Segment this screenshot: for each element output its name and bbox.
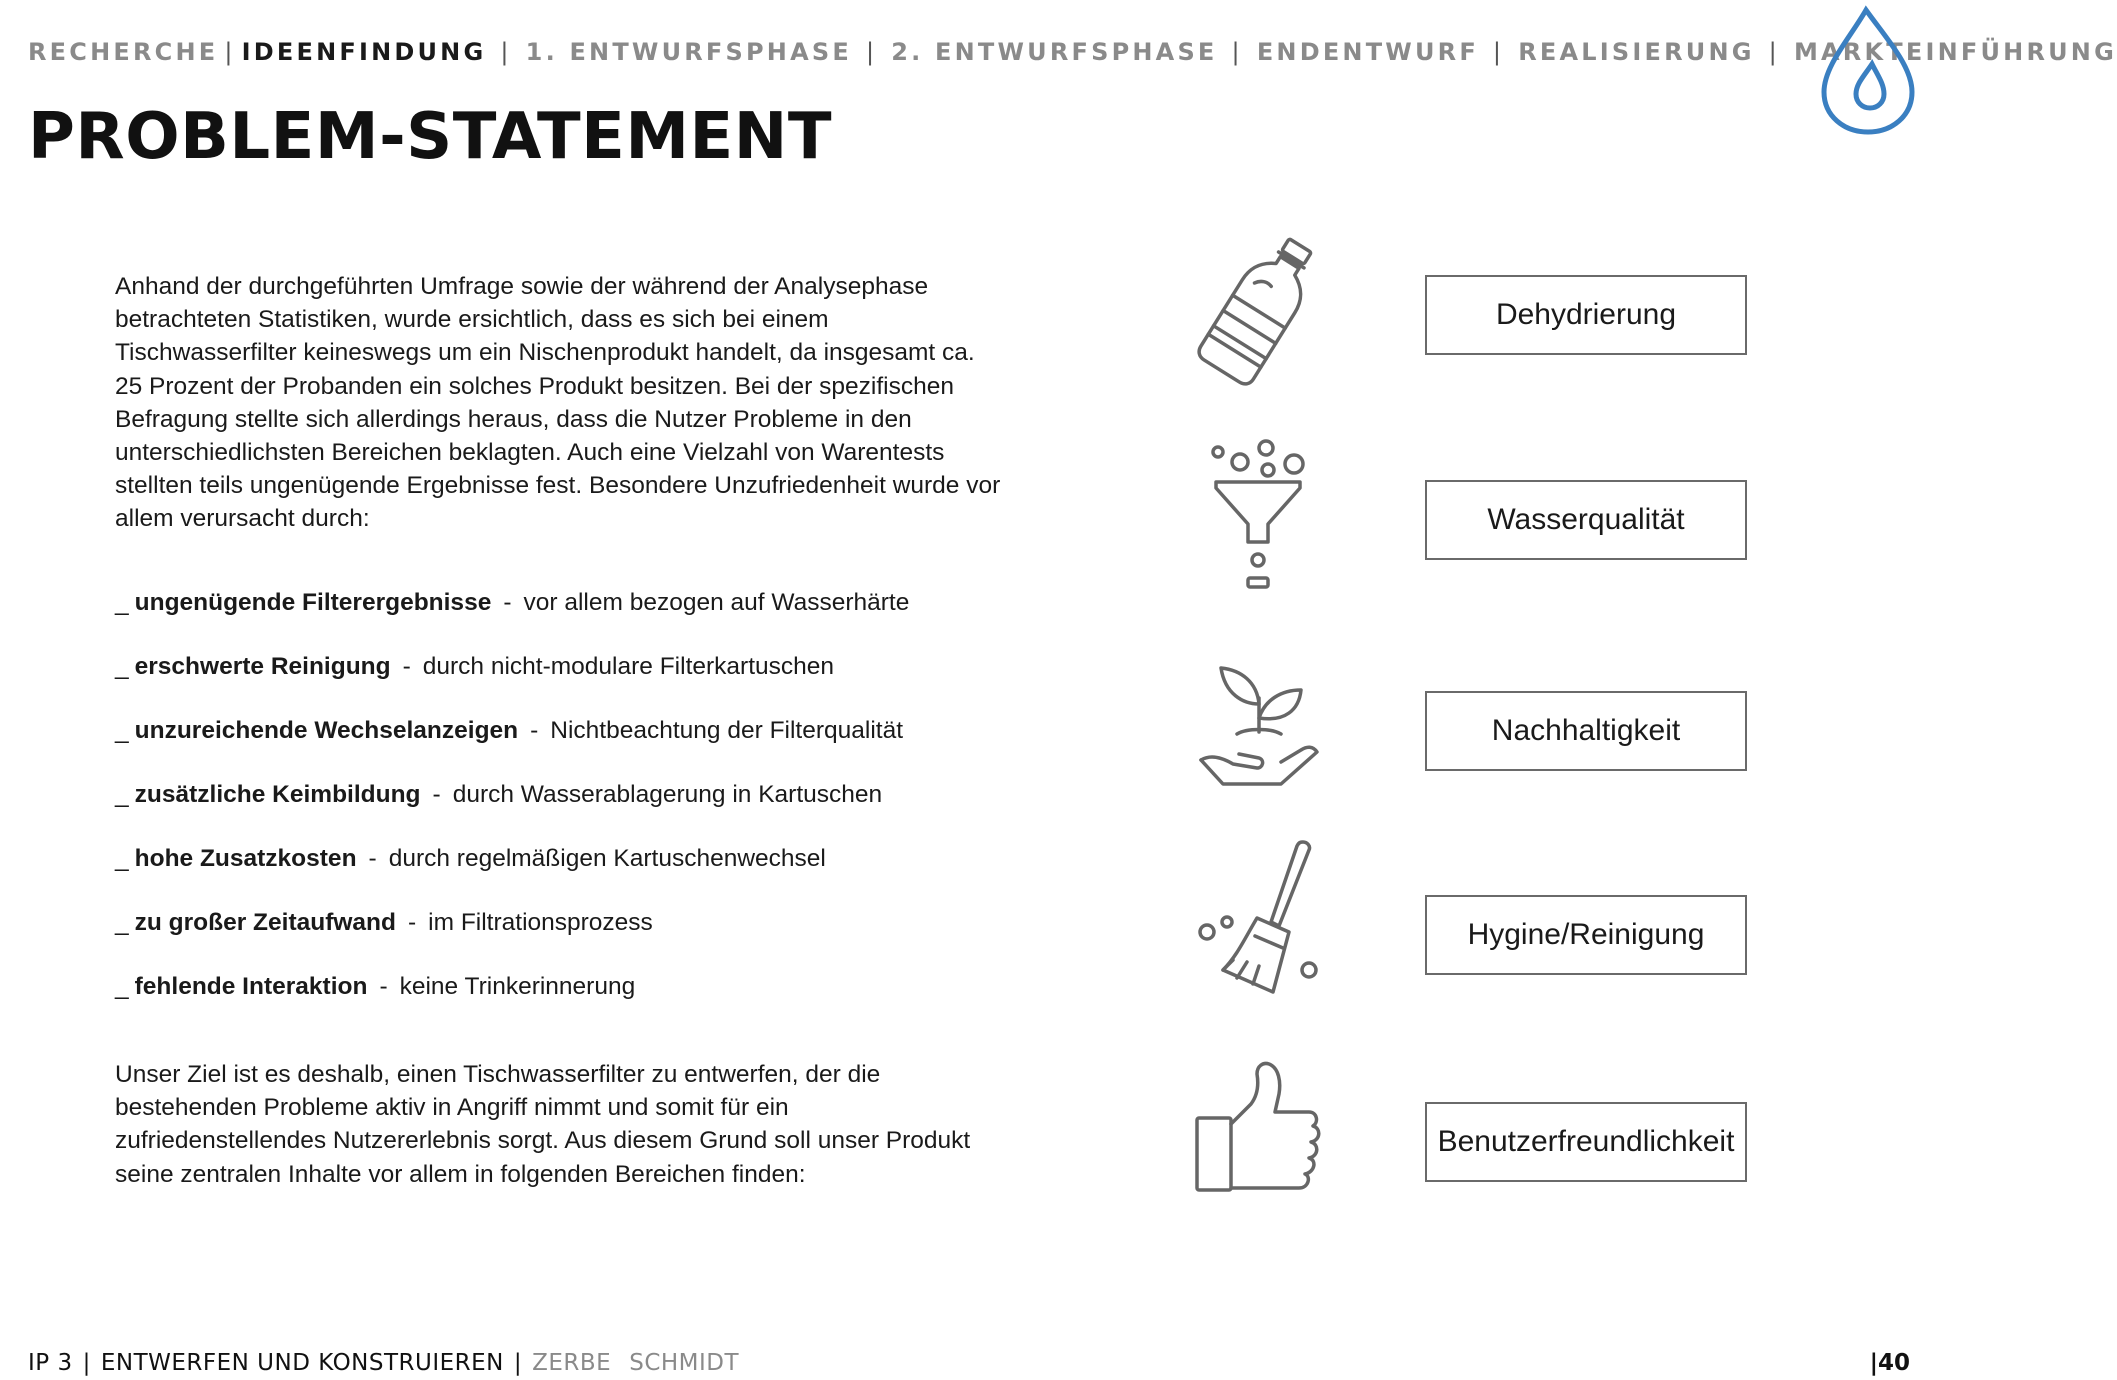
nav-separator: |	[1492, 38, 1505, 66]
nav-item-entwurfsphase-1[interactable]: 1. ENTWURFSPHASE	[525, 38, 852, 66]
phase-navigation	[28, 38, 2117, 66]
footer-course: IP 3	[28, 1350, 73, 1376]
nav-item-recherche[interactable]: RECHERCHE	[28, 38, 219, 66]
footer-separator: |	[82, 1350, 91, 1376]
category-box-dehydrierung: Dehydrierung	[1425, 275, 1747, 355]
thumbs-up-icon	[1193, 1060, 1323, 1195]
nav-separator: |	[500, 38, 512, 66]
page-number-separator: |	[1869, 1350, 1878, 1376]
category-box-wasserqualitaet: Wasserqualität	[1425, 480, 1747, 560]
nav-item-endentwurf[interactable]: ENDENTWURF	[1256, 38, 1479, 66]
nav-item-markteinfuehrung[interactable]: MARKTEINFÜHRUNG	[1793, 38, 2117, 66]
nav-separator: |	[865, 38, 878, 66]
list-item: _ ungenügende Filterergebnisse - vor allem bezogen auf Wasserhärte	[115, 589, 910, 616]
water-bottle-icon	[1195, 232, 1325, 387]
category-box-nachhaltigkeit: Nachhaltigkeit	[1425, 691, 1747, 771]
list-item: _ zusätzliche Keimbildung - durch Wasserablagerung in Kartuschen	[115, 781, 883, 808]
list-item: _ fehlende Interaktion - keine Trinkerinnerung	[115, 973, 636, 1000]
list-item: _ erschwerte Reinigung - durch nicht-modulare Filterkartuschen	[115, 653, 835, 680]
list-item: _ unzureichende Wechselanzeigen - Nichtbeachtung der Filterqualität	[115, 717, 904, 744]
category-box-hygiene: Hygine/Reinigung	[1425, 895, 1747, 975]
nav-item-ideenfindung[interactable]: IDEENFINDUNG	[241, 38, 487, 66]
problem-list	[115, 588, 909, 1036]
nav-item-realisierung[interactable]: REALISIERUNG	[1518, 38, 1755, 66]
nav-item-entwurfsphase-2[interactable]: 2. ENTWURFSPHASE	[891, 38, 1218, 66]
page-title: PROBLEM-STATEMENT	[28, 100, 832, 174]
footer-author: ZERBE	[532, 1350, 612, 1376]
broom-icon	[1193, 838, 1323, 998]
water-drop-icon	[1820, 4, 1916, 134]
footer-separator: |	[513, 1350, 523, 1376]
footer-meta	[28, 1350, 739, 1380]
nav-separator: |	[1768, 38, 1780, 66]
footer-module: ENTWERFEN UND KONSTRUIEREN	[100, 1350, 504, 1376]
intro-paragraph: Anhand der durchgeführten Umfrage sowie der während der Analysephase betrachteten Statistiken, wurde ersichtlich, dass es sich bei einem Tischwasserfilter keineswegs um ein Nischenprodukt handelt, da insgesamt ca. 25 Prozent der Probanden ein solches Produkt besitzen. Bei der spezifischen Befragung stellte sich allerdings heraus, dass die Nutzer Probleme in den unterschiedlichsten Bereichen beklagten. Auch eine Vielzahl von Warentests stellten teils ungenügende Ergebnisse fest. Besondere Unzufriedenheit wurde vor allem verursacht durch:	[115, 273, 1001, 533]
funnel-filter-icon	[1208, 438, 1308, 593]
page-number	[1870, 1350, 1910, 1376]
goal-paragraph: Unser Ziel ist es deshalb, einen Tischwasserfilter zu entwerfen, der die bestehenden Probleme aktiv in Angriff nimmt und somit für ein zufriedenstellendes Nutzererlebnis sorgt. Aus diesem Grund soll unser Produkt seine zentralen Inhalte vor allem in folgenden Bereichen finden:	[115, 1061, 971, 1188]
plant-in-hand-icon	[1197, 660, 1322, 790]
page-number-value: 40	[1877, 1350, 1910, 1376]
list-item: _ hohe Zusatzkosten - durch regelmäßigen Kartuschenwechsel	[115, 845, 826, 872]
category-box-benutzerfreundlichkeit: Benutzerfreundlichkeit	[1425, 1102, 1747, 1182]
list-item: _ zu großer Zeitaufwand - im Filtrationsprozess	[115, 909, 653, 936]
nav-separator: |	[224, 38, 236, 66]
footer-author: SCHMIDT	[629, 1350, 740, 1376]
nav-separator: |	[1231, 38, 1243, 66]
